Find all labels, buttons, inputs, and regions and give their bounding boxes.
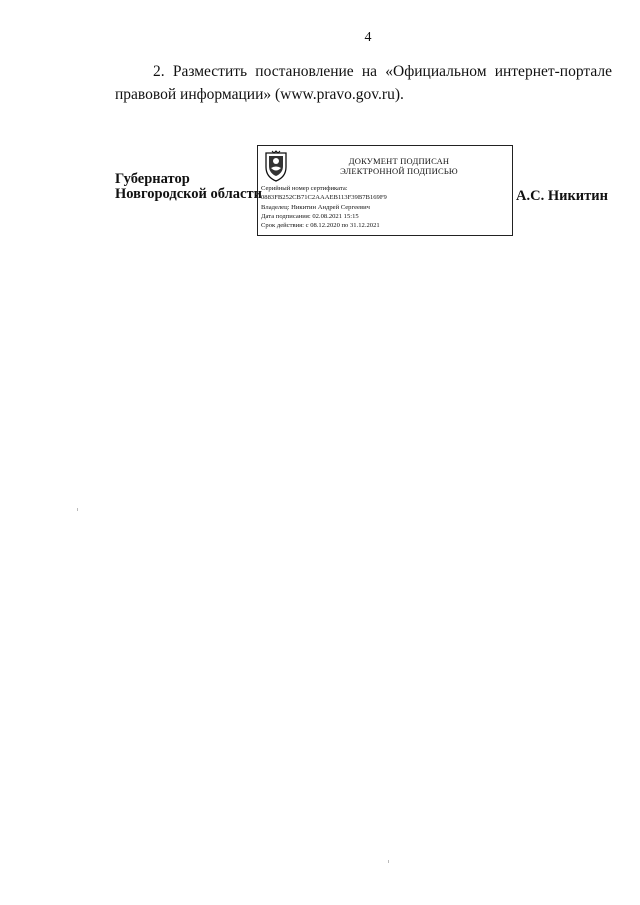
scan-speck xyxy=(388,860,389,863)
serial-value: 0883FB252CB71C2AAAEB113F39B7B169F9 xyxy=(261,194,387,202)
signer-title-line-1: Губернатор xyxy=(115,171,190,187)
signer-name: А.С. Никитин xyxy=(516,188,608,204)
serial-label: Серийный номер сертификата: xyxy=(261,185,348,192)
coat-of-arms-seal-icon xyxy=(263,150,289,182)
signature-header-line-2: ЭЛЕКТРОННОЙ ПОДПИСЬЮ xyxy=(340,166,458,176)
validity-period: Срок действия: с 08.12.2020 по 31.12.2021 xyxy=(261,222,380,230)
certificate-owner: Владелец: Никитин Андрей Сергеевич xyxy=(261,203,370,211)
paragraph-line-1: 2. Разместить постановление на «Официальном интернет-портале xyxy=(153,63,612,80)
signer-title xyxy=(115,172,262,202)
signing-date: Дата подписания: 02.08.2021 15:15 xyxy=(261,212,359,220)
electronic-signature-stamp xyxy=(257,145,513,236)
signature-header xyxy=(294,156,504,176)
scan-speck xyxy=(77,508,78,511)
signature-details xyxy=(261,184,387,230)
body-paragraph xyxy=(115,60,612,106)
paragraph-line-2: правовой информации» (www.pravo.gov.ru). xyxy=(115,86,404,103)
page-number: 4 xyxy=(364,30,372,45)
signature-header-line-1: ДОКУМЕНТ ПОДПИСАН xyxy=(348,156,450,166)
signer-title-line-2: Новгородской области xyxy=(115,186,262,202)
